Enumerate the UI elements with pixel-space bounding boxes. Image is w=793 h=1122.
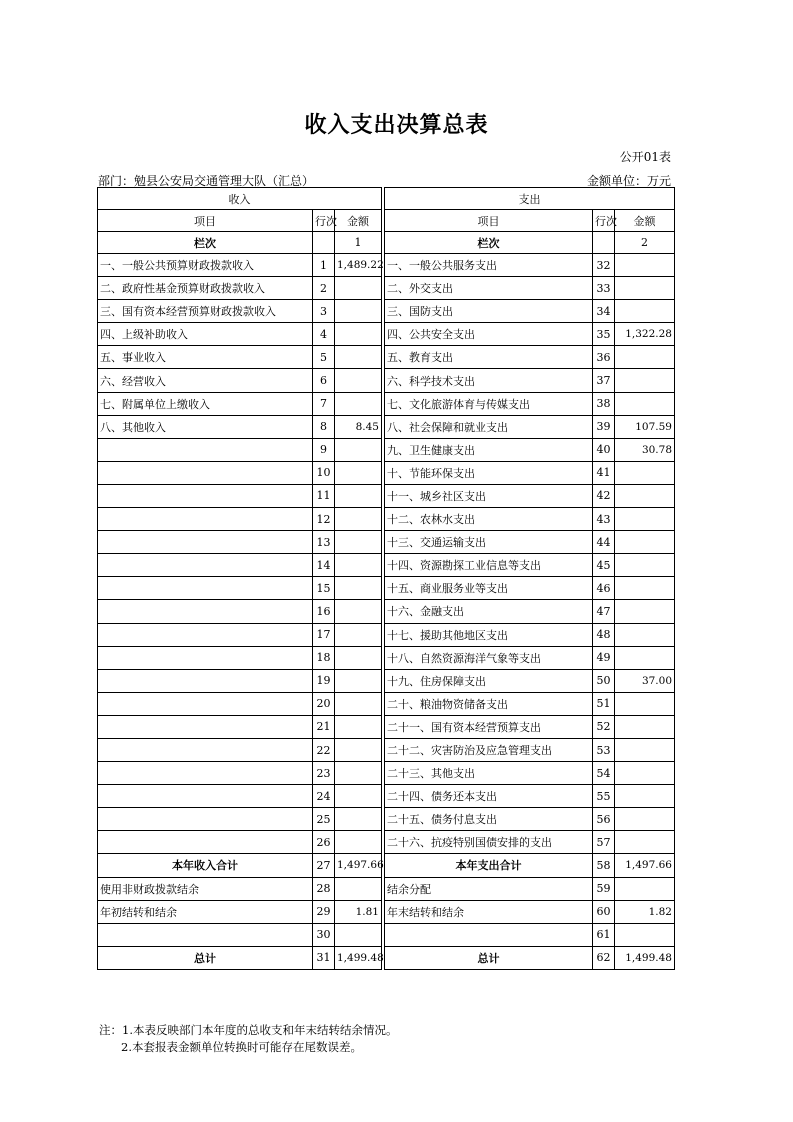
- table-row: [98, 669, 675, 692]
- expense-line-no: 56: [593, 808, 615, 831]
- table-row: [98, 438, 675, 461]
- income-item: [98, 531, 313, 554]
- expense-line-no: 54: [593, 762, 615, 785]
- table-row: [98, 623, 675, 646]
- table-row: [98, 762, 675, 785]
- income-item: 一、一般公共预算财政拨款收入: [98, 254, 313, 277]
- income-amount: [335, 808, 382, 831]
- expense-line-no: 57: [593, 831, 615, 854]
- income-amount: [335, 646, 382, 669]
- header-row-columns: [98, 210, 675, 232]
- income-line-no: 31: [313, 946, 335, 969]
- amount-unit-label: 金额单位：万元: [586, 174, 671, 188]
- income-line-no: 15: [313, 577, 335, 600]
- expense-item: 十八、自然资源海洋气象等支出: [385, 646, 593, 669]
- income-line-no: 10: [313, 461, 335, 484]
- income-amount-header: 金额: [335, 210, 382, 232]
- expense-line-no: 35: [593, 323, 615, 346]
- expense-item-header: 项目: [385, 210, 593, 232]
- income-item: [98, 484, 313, 507]
- income-item: [98, 669, 313, 692]
- expense-item: 一、一般公共服务支出: [385, 254, 593, 277]
- expense-item: 二、外交支出: [385, 277, 593, 300]
- expense-item: 十、节能环保支出: [385, 461, 593, 484]
- expense-line-no: 32: [593, 254, 615, 277]
- footnote-2: 2.本套报表金额单位转换时可能存在尾数误差。: [121, 1040, 362, 1054]
- income-line-no: 18: [313, 646, 335, 669]
- income-line-no: 14: [313, 554, 335, 577]
- income-amount: [335, 715, 382, 738]
- expense-line-no: 39: [593, 415, 615, 438]
- income-line-no: 5: [313, 346, 335, 369]
- expense-line-no: 40: [593, 438, 615, 461]
- table-row: [98, 484, 675, 507]
- income-line-no: 27: [313, 854, 335, 877]
- income-item: [98, 646, 313, 669]
- table-row: [98, 785, 675, 808]
- income-amount: 1,497.66: [335, 854, 382, 877]
- expense-amount: [615, 923, 675, 946]
- income-item: [98, 738, 313, 761]
- expense-item: 二十四、债务还本支出: [385, 785, 593, 808]
- expense-amount: [615, 831, 675, 854]
- expense-item: 十七、援助其他地区支出: [385, 623, 593, 646]
- expense-line-no: 58: [593, 854, 615, 877]
- income-amount: 8.45: [335, 415, 382, 438]
- expense-column-index: 2: [615, 232, 675, 254]
- income-expense-table: [97, 187, 675, 970]
- table-row: [98, 738, 675, 761]
- expense-line-no: 50: [593, 669, 615, 692]
- expense-item: 总计: [385, 946, 593, 969]
- income-amount: [335, 554, 382, 577]
- expense-line-no: 52: [593, 715, 615, 738]
- income-amount: [335, 877, 382, 900]
- table-row: [98, 554, 675, 577]
- expense-line-no: 34: [593, 300, 615, 323]
- table-row: [98, 415, 675, 438]
- income-item: 总计: [98, 946, 313, 969]
- income-item-header: 项目: [98, 210, 313, 232]
- expense-item: [385, 923, 593, 946]
- expense-amount: 1.82: [615, 900, 675, 923]
- expense-line-no: 53: [593, 738, 615, 761]
- expense-amount: [615, 369, 675, 392]
- income-item: [98, 831, 313, 854]
- expense-amount: [615, 715, 675, 738]
- income-item: [98, 692, 313, 715]
- expense-amount: [615, 392, 675, 415]
- table-row: [98, 923, 675, 946]
- income-line-no: 23: [313, 762, 335, 785]
- income-amount: [335, 323, 382, 346]
- expense-amount: [615, 877, 675, 900]
- income-column-label: 栏次: [98, 232, 313, 254]
- expense-amount: [615, 508, 675, 531]
- income-item: 二、政府性基金预算财政拨款收入: [98, 277, 313, 300]
- income-item: [98, 461, 313, 484]
- expense-line-no: 46: [593, 577, 615, 600]
- table-row: [98, 808, 675, 831]
- expense-item: 年末结转和结余: [385, 900, 593, 923]
- income-amount: [335, 461, 382, 484]
- expense-amount: [615, 762, 675, 785]
- expense-item: 八、社会保障和就业支出: [385, 415, 593, 438]
- expense-item: 二十一、国有资本经营预算支出: [385, 715, 593, 738]
- expense-line-no: 38: [593, 392, 615, 415]
- income-item: [98, 762, 313, 785]
- expense-amount: [615, 484, 675, 507]
- expense-amount: [615, 554, 675, 577]
- income-line-no: 16: [313, 600, 335, 623]
- income-item: 六、经营收入: [98, 369, 313, 392]
- footnotes: [99, 1022, 397, 1056]
- expense-amount: 1,499.48: [615, 946, 675, 969]
- department-label: 部门：勉县公安局交通管理大队（汇总）: [98, 174, 315, 188]
- expense-line-no: 48: [593, 623, 615, 646]
- header-row-section: [98, 188, 675, 210]
- expense-amount: 107.59: [615, 415, 675, 438]
- income-line-no: 9: [313, 438, 335, 461]
- expense-amount: [615, 623, 675, 646]
- expense-amount: [615, 254, 675, 277]
- income-column-index: 1: [335, 232, 382, 254]
- income-amount: 1.81: [335, 900, 382, 923]
- expense-item: 七、文化旅游体育与传媒支出: [385, 392, 593, 415]
- table-row: [98, 346, 675, 369]
- expense-line-header: 行次: [593, 210, 615, 232]
- income-line-no: 8: [313, 415, 335, 438]
- expense-line-no: 61: [593, 923, 615, 946]
- income-item: [98, 785, 313, 808]
- expense-line-no: 47: [593, 600, 615, 623]
- income-item: 三、国有资本经营预算财政拨款收入: [98, 300, 313, 323]
- table-row: [98, 461, 675, 484]
- header-row-column-index: [98, 232, 675, 254]
- income-amount: [335, 484, 382, 507]
- expense-amount: [615, 277, 675, 300]
- expense-line-no: 44: [593, 531, 615, 554]
- table-row: [98, 277, 675, 300]
- income-item: [98, 808, 313, 831]
- footnote-1: 注：1.本表反映部门本年度的总收支和年末结转结余情况。: [99, 1023, 398, 1037]
- table-row: [98, 392, 675, 415]
- income-amount: [335, 923, 382, 946]
- expense-amount: [615, 531, 675, 554]
- expense-amount: 37.00: [615, 669, 675, 692]
- income-line-no: 3: [313, 300, 335, 323]
- income-item: 七、附属单位上缴收入: [98, 392, 313, 415]
- income-line-no: 4: [313, 323, 335, 346]
- income-amount: [335, 669, 382, 692]
- income-line-no: 30: [313, 923, 335, 946]
- expense-item: 本年支出合计: [385, 854, 593, 877]
- income-item: 本年收入合计: [98, 854, 313, 877]
- income-amount: [335, 577, 382, 600]
- income-line-no: 24: [313, 785, 335, 808]
- income-amount: [335, 531, 382, 554]
- table-row: [98, 531, 675, 554]
- expense-line-no: 43: [593, 508, 615, 531]
- table-row: [98, 577, 675, 600]
- income-line-no: 6: [313, 369, 335, 392]
- expense-item: 十一、城乡社区支出: [385, 484, 593, 507]
- expense-item: 二十六、抗疫特别国债安排的支出: [385, 831, 593, 854]
- income-amount: [335, 392, 382, 415]
- income-line-no: 28: [313, 877, 335, 900]
- expense-item: 二十三、其他支出: [385, 762, 593, 785]
- income-line-no: 22: [313, 738, 335, 761]
- income-amount: 1,489.22: [335, 254, 382, 277]
- income-section-header: 收入: [98, 188, 382, 210]
- expense-amount: [615, 646, 675, 669]
- expense-item: 六、科学技术支出: [385, 369, 593, 392]
- expense-item: 十四、资源勘探工业信息等支出: [385, 554, 593, 577]
- expense-line-no: 37: [593, 369, 615, 392]
- income-line-no: 26: [313, 831, 335, 854]
- income-item: 八、其他收入: [98, 415, 313, 438]
- income-line-header: 行次: [313, 210, 335, 232]
- expense-column-label: 栏次: [385, 232, 593, 254]
- income-item: [98, 600, 313, 623]
- income-line-no: 13: [313, 531, 335, 554]
- expense-item: 十九、住房保障支出: [385, 669, 593, 692]
- form-number: 公开01表: [619, 150, 671, 164]
- expense-amount: [615, 577, 675, 600]
- income-item: [98, 508, 313, 531]
- expense-amount: [615, 600, 675, 623]
- expense-amount: 1,322.28: [615, 323, 675, 346]
- expense-line-no: 41: [593, 461, 615, 484]
- expense-item: 三、国防支出: [385, 300, 593, 323]
- income-amount: [335, 831, 382, 854]
- table-row: [98, 600, 675, 623]
- income-item: 使用非财政拨款结余: [98, 877, 313, 900]
- income-item: 五、事业收入: [98, 346, 313, 369]
- expense-section-header: 支出: [385, 188, 675, 210]
- income-line-no: 20: [313, 692, 335, 715]
- expense-item: 四、公共安全支出: [385, 323, 593, 346]
- income-item: 四、上级补助收入: [98, 323, 313, 346]
- income-amount: [335, 508, 382, 531]
- income-amount: [335, 738, 382, 761]
- income-amount: [335, 692, 382, 715]
- expense-amount: [615, 738, 675, 761]
- expense-item: 十二、农林水支出: [385, 508, 593, 531]
- expense-amount: 1,497.66: [615, 854, 675, 877]
- income-line-no: 11: [313, 484, 335, 507]
- expense-item: 十三、交通运输支出: [385, 531, 593, 554]
- expense-amount: [615, 300, 675, 323]
- expense-item: 十五、商业服务业等支出: [385, 577, 593, 600]
- page-title: 收入支出决算总表: [304, 112, 489, 138]
- income-amount: [335, 300, 382, 323]
- expense-amount-header: 金额: [615, 210, 675, 232]
- income-line-no: 2: [313, 277, 335, 300]
- expense-line-no: 49: [593, 646, 615, 669]
- table-row: [98, 692, 675, 715]
- income-line-no: 29: [313, 900, 335, 923]
- expense-line-no: 42: [593, 484, 615, 507]
- income-item: [98, 577, 313, 600]
- expense-line-no: 33: [593, 277, 615, 300]
- income-amount: [335, 623, 382, 646]
- expense-item: 结余分配: [385, 877, 593, 900]
- expense-amount: [615, 785, 675, 808]
- expense-item: 二十二、灾害防治及应急管理支出: [385, 738, 593, 761]
- income-item: [98, 554, 313, 577]
- table-row: [98, 369, 675, 392]
- expense-line-no: 55: [593, 785, 615, 808]
- income-amount: [335, 600, 382, 623]
- income-line-no: 12: [313, 508, 335, 531]
- income-line-no: 21: [313, 715, 335, 738]
- table-row: [98, 715, 675, 738]
- income-line-no: 7: [313, 392, 335, 415]
- expense-amount: [615, 692, 675, 715]
- expense-amount: [615, 808, 675, 831]
- expense-item: 五、教育支出: [385, 346, 593, 369]
- income-amount: [335, 369, 382, 392]
- income-amount: [335, 785, 382, 808]
- income-item: [98, 715, 313, 738]
- expense-item: 二十五、债务付息支出: [385, 808, 593, 831]
- income-line-no: 19: [313, 669, 335, 692]
- table-row: [98, 300, 675, 323]
- expense-line-no: 45: [593, 554, 615, 577]
- expense-line-no: 59: [593, 877, 615, 900]
- income-item: [98, 438, 313, 461]
- income-amount: 1,499.48: [335, 946, 382, 969]
- income-amount: [335, 277, 382, 300]
- expense-line-no: 60: [593, 900, 615, 923]
- income-amount: [335, 346, 382, 369]
- income-item: [98, 623, 313, 646]
- table-row: [98, 900, 675, 923]
- expense-line-no: 51: [593, 692, 615, 715]
- expense-item: 九、卫生健康支出: [385, 438, 593, 461]
- expense-item: 十六、金融支出: [385, 600, 593, 623]
- income-item: [98, 923, 313, 946]
- table-row: [98, 877, 675, 900]
- expense-item: 二十、粮油物资储备支出: [385, 692, 593, 715]
- expense-line-no: 62: [593, 946, 615, 969]
- income-line-no: 17: [313, 623, 335, 646]
- table-row: [98, 646, 675, 669]
- table-row: [98, 254, 675, 277]
- income-line-no: 25: [313, 808, 335, 831]
- expense-amount: 30.78: [615, 438, 675, 461]
- expense-amount: [615, 461, 675, 484]
- income-amount: [335, 762, 382, 785]
- expense-amount: [615, 346, 675, 369]
- income-line-no: 1: [313, 254, 335, 277]
- income-amount: [335, 438, 382, 461]
- table-row: [98, 831, 675, 854]
- table-row: [98, 508, 675, 531]
- table-row: [98, 323, 675, 346]
- grand-total-row: [98, 946, 675, 969]
- expense-line-no: 36: [593, 346, 615, 369]
- income-item: 年初结转和结余: [98, 900, 313, 923]
- year-total-row: [98, 854, 675, 877]
